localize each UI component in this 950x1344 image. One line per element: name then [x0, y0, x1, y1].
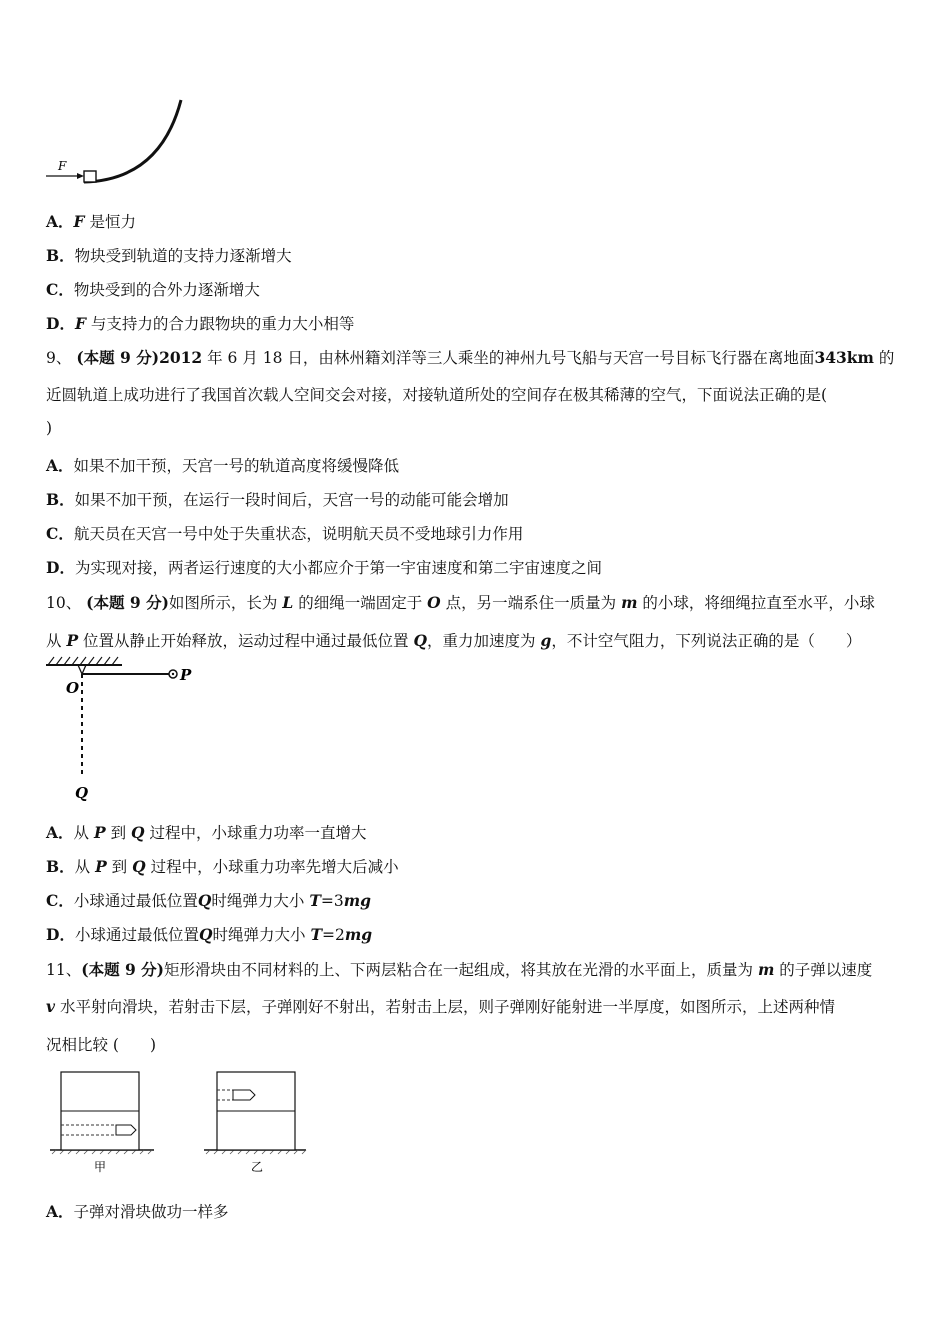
option-text: 过程中，小球重力功率先增大后减小 [150, 858, 399, 876]
q11-option-a[interactable] [46, 1202, 910, 1222]
option-text: 子弹对滑块做功一样多 [73, 1203, 229, 1221]
label-q: Q [75, 784, 89, 802]
q11-stem-line3 [46, 1035, 910, 1055]
ball-p-center [172, 673, 174, 675]
caption-jia: 甲 [94, 1160, 107, 1174]
option-variable: Q [132, 857, 146, 876]
question-score: (本题 9 分) [76, 348, 160, 367]
stem-text: 近圆轨道上成功进行了我国首次载人空间交会对接，对接轨道所处的空间存在极其稀薄的空气，下面说法正确的是( [46, 386, 828, 404]
q9-stem-line3 [46, 418, 910, 438]
option-text: 时绳弹力大小 [212, 926, 306, 944]
label-o: O [66, 679, 80, 697]
stem-text: ) [46, 419, 53, 437]
option-letter: B． [46, 490, 75, 509]
option-text: 小球通过最低位置 [73, 892, 198, 910]
q10-stem-line2 [46, 631, 910, 651]
question-score: (本题 9 分) [86, 593, 169, 612]
option-text: =3 [320, 892, 344, 910]
orbit-height: 343km [814, 348, 874, 367]
option-text: 从 [73, 824, 90, 842]
pendulum-figure [44, 660, 204, 805]
stem-text: 点，另一端系住一质量为 [445, 594, 617, 612]
option-variable: P [95, 857, 107, 876]
var-o: O [427, 593, 441, 612]
ceiling-hatch [48, 657, 118, 665]
q10-stem-line1 [46, 593, 910, 613]
option-text: 物块受到的合外力逐渐增大 [73, 281, 260, 299]
option-letter: B． [46, 246, 75, 265]
q10-option-b[interactable] [46, 857, 910, 877]
q9-option-a[interactable] [46, 456, 910, 476]
var-m: m [621, 593, 638, 612]
q8-option-d[interactable] [46, 314, 910, 334]
option-text: 到 [111, 858, 128, 876]
q10-option-a[interactable] [46, 823, 910, 843]
option-text: 与支持力的合力跟物块的重力大小相等 [90, 315, 355, 333]
option-variable: F [74, 314, 86, 333]
option-text: 如果不加干预，在运行一段时间后，天宫一号的动能可能会增加 [74, 491, 509, 509]
stem-text: 位置从静止开始释放，运动过程中通过最低位置 [83, 632, 409, 650]
q9-stem-line2 [46, 385, 910, 405]
block-yi [204, 1072, 306, 1154]
option-text: 小球通过最低位置 [74, 926, 199, 944]
var-m: m [757, 960, 775, 979]
q11-stem-line2 [46, 997, 910, 1017]
stem-text: 的 [873, 349, 895, 367]
force-arrowhead [77, 173, 84, 179]
option-letter: A． [46, 456, 74, 475]
option-letter: C． [46, 891, 74, 910]
option-text: 时绳弹力大小 [211, 892, 305, 910]
q8-option-b[interactable] [46, 246, 910, 266]
option-letter: A． [46, 1202, 74, 1221]
option-variable: Q [198, 925, 213, 944]
var-g: g [540, 631, 552, 650]
blocks-figure [44, 1068, 314, 1178]
option-letter: A． [46, 212, 74, 231]
question-score: (本题 9 分) [81, 960, 164, 979]
option-letter: D． [46, 558, 75, 577]
question-number: 10、 [46, 594, 82, 612]
stem-text: 从 [46, 632, 62, 650]
bullet-jia [116, 1125, 136, 1135]
q10-option-d[interactable] [46, 925, 910, 945]
stem-text: 年 6 月 18 日，由林州籍刘洋等三人乘坐的神州九号飞船与天宫一号目标飞行器在离地面 [202, 349, 815, 367]
q8-option-c[interactable] [46, 280, 910, 300]
curved-track [84, 100, 181, 182]
var-v: v [46, 997, 56, 1016]
year: 2012 [159, 348, 203, 367]
option-variable: T [309, 891, 321, 910]
q9-stem-line1 [46, 348, 910, 368]
stem-text: 的细绳一端固定于 [298, 594, 423, 612]
option-letter: D． [46, 314, 75, 333]
var-p: P [66, 631, 79, 650]
stem-text: 的小球，将细绳拉直至水平，小球 [642, 594, 875, 612]
option-text: =2 [321, 926, 345, 944]
var-l: L [282, 593, 294, 612]
bullet-yi [233, 1090, 255, 1100]
option-variable: mg [343, 891, 371, 910]
stem-text: 的子弹以速度 [779, 961, 873, 979]
var-q: Q [413, 631, 428, 650]
q9-option-b[interactable] [46, 490, 910, 510]
option-text: 是恒力 [89, 213, 136, 231]
option-variable: Q [131, 823, 145, 842]
stem-text: 水平射向滑块，若射击下层，子弹刚好不射出，若射击上层，则子弹刚好能射进一半厚度，如图所示，上述两种情 [59, 998, 835, 1016]
q8-option-a[interactable] [46, 212, 910, 232]
block [84, 171, 96, 182]
curved-track-figure [44, 98, 194, 190]
q11-stem-line1 [46, 960, 910, 980]
question-number: 9、 [46, 349, 72, 367]
question-number: 11、 [46, 961, 82, 979]
block-jia [50, 1072, 154, 1154]
option-letter: C． [46, 280, 74, 299]
option-text: 物块受到轨道的支持力逐渐增大 [74, 247, 292, 265]
option-text: 过程中，小球重力功率一直增大 [149, 824, 367, 842]
option-letter: C． [46, 524, 74, 543]
option-letter: D． [46, 925, 75, 944]
option-text: 为实现对接，两者运行速度的大小都应介于第一宇宙速度和第二宇宙速度之间 [74, 559, 602, 577]
option-text: 如果不加干预，天宫一号的轨道高度将缓慢降低 [73, 457, 400, 475]
option-variable: Q [197, 891, 212, 910]
option-letter: A． [46, 823, 74, 842]
q10-option-c[interactable] [46, 891, 910, 911]
stem-text: 如图所示，长为 [168, 594, 278, 612]
label-p: P [180, 666, 192, 684]
option-text: 到 [110, 824, 127, 842]
option-variable: mg [344, 925, 373, 944]
stem-text: ，重力加速度为 [427, 632, 536, 650]
stem-text: ，不计空气阻力，下列说法正确的是（ ） [551, 632, 862, 650]
option-variable: F [73, 212, 85, 231]
pivot [78, 665, 86, 674]
option-variable: P [93, 823, 106, 842]
option-letter: B． [46, 857, 75, 876]
stem-text: 况相比较 ( ) [46, 1036, 157, 1054]
force-label: F [58, 159, 67, 173]
option-variable: T [310, 925, 322, 944]
option-text: 航天员在天宫一号中处于失重状态，说明航天员不受地球引力作用 [73, 525, 524, 543]
q9-option-d[interactable] [46, 558, 910, 578]
q9-option-c[interactable] [46, 524, 910, 544]
caption-yi: 乙 [251, 1160, 264, 1174]
option-text: 从 [74, 858, 91, 876]
stem-text: 矩形滑块由不同材料的上、下两层粘合在一起组成，将其放在光滑的水平面上，质量为 [163, 961, 753, 979]
